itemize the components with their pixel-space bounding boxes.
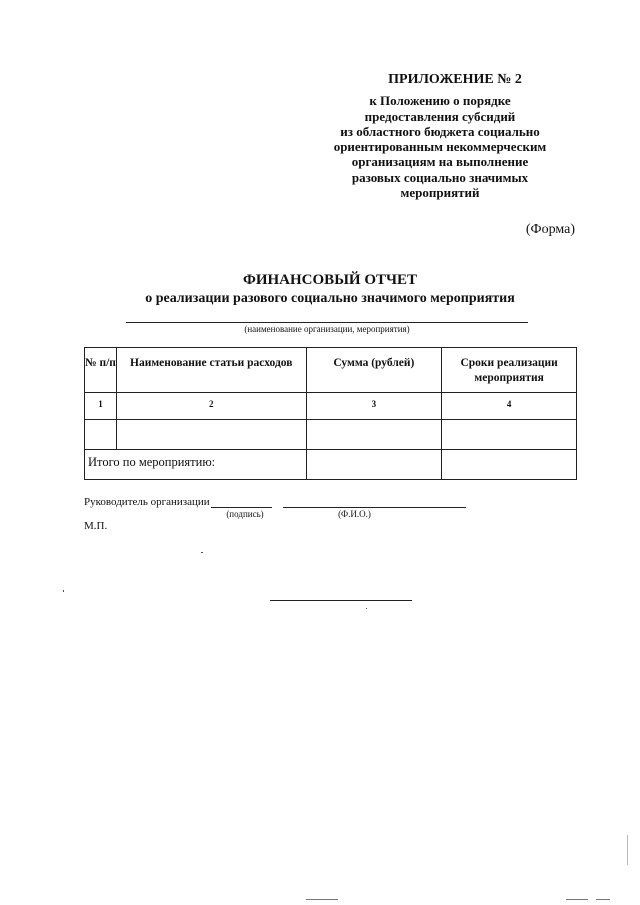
table-cell (116, 420, 306, 450)
form-label: (Форма) (525, 222, 575, 237)
column-number: 4 (442, 393, 577, 420)
signature-line (211, 507, 272, 508)
total-amount-cell (306, 450, 442, 480)
appendix-line: мероприятий (400, 185, 480, 201)
table-column-numbers-row (85, 393, 577, 420)
column-number: 1 (85, 393, 117, 420)
scan-speck (366, 608, 367, 609)
header-expense-item: Наименование статьи расходов (116, 348, 306, 393)
fio-caption: (Ф.И.О.) (338, 509, 371, 519)
table-cell (306, 420, 442, 450)
table-total-row (85, 450, 577, 480)
table-row (85, 420, 577, 450)
table-header-row (85, 348, 577, 393)
signature-caption: (подпись) (226, 509, 264, 519)
scan-mark (306, 899, 338, 900)
appendix-heading: ПРИЛОЖЕНИЕ № 2 (388, 72, 522, 87)
column-number: 3 (306, 393, 442, 420)
appendix-line: разовых социально значимых (351, 169, 529, 185)
appendix-line: из областного бюджета социально (340, 123, 540, 139)
appendix-line: ориентированным некоммерческим (333, 139, 547, 155)
table-cell (442, 420, 577, 450)
appendix-line: к Положению о порядке (369, 93, 511, 109)
appendix-block (300, 72, 580, 200)
scan-mark (566, 899, 588, 900)
appendix-line: организациям на выполнение (351, 154, 529, 170)
total-label: Итого по мероприятию: (85, 450, 307, 480)
scan-speck (63, 590, 64, 592)
scan-footer-marks (0, 897, 640, 905)
table-cell (85, 420, 117, 450)
report-subtitle: о реализации разового социально значимого мероприятия (145, 291, 515, 306)
signature-label: Руководитель организации (84, 496, 210, 508)
report-title: ФИНАНСОВЫЙ ОТЧЕТ (242, 272, 418, 288)
appendix-line: предоставления субсидий (364, 108, 516, 124)
closing-line (270, 600, 412, 601)
header-amount: Сумма (рублей) (306, 348, 442, 393)
total-timeline-cell (442, 450, 577, 480)
expense-table (84, 347, 577, 480)
fio-line (283, 507, 466, 508)
header-number: № п/п (85, 348, 117, 393)
scan-speck (201, 552, 203, 553)
column-number: 2 (116, 393, 306, 420)
scan-edge-mark (627, 835, 628, 865)
stamp-place: М.П. (84, 520, 108, 532)
organization-name-line (126, 322, 528, 323)
scan-mark (596, 899, 610, 900)
header-timeline: Сроки реализации мероприятия (442, 348, 577, 393)
organization-name-caption: (наименование организации, мероприятия) (244, 324, 410, 334)
